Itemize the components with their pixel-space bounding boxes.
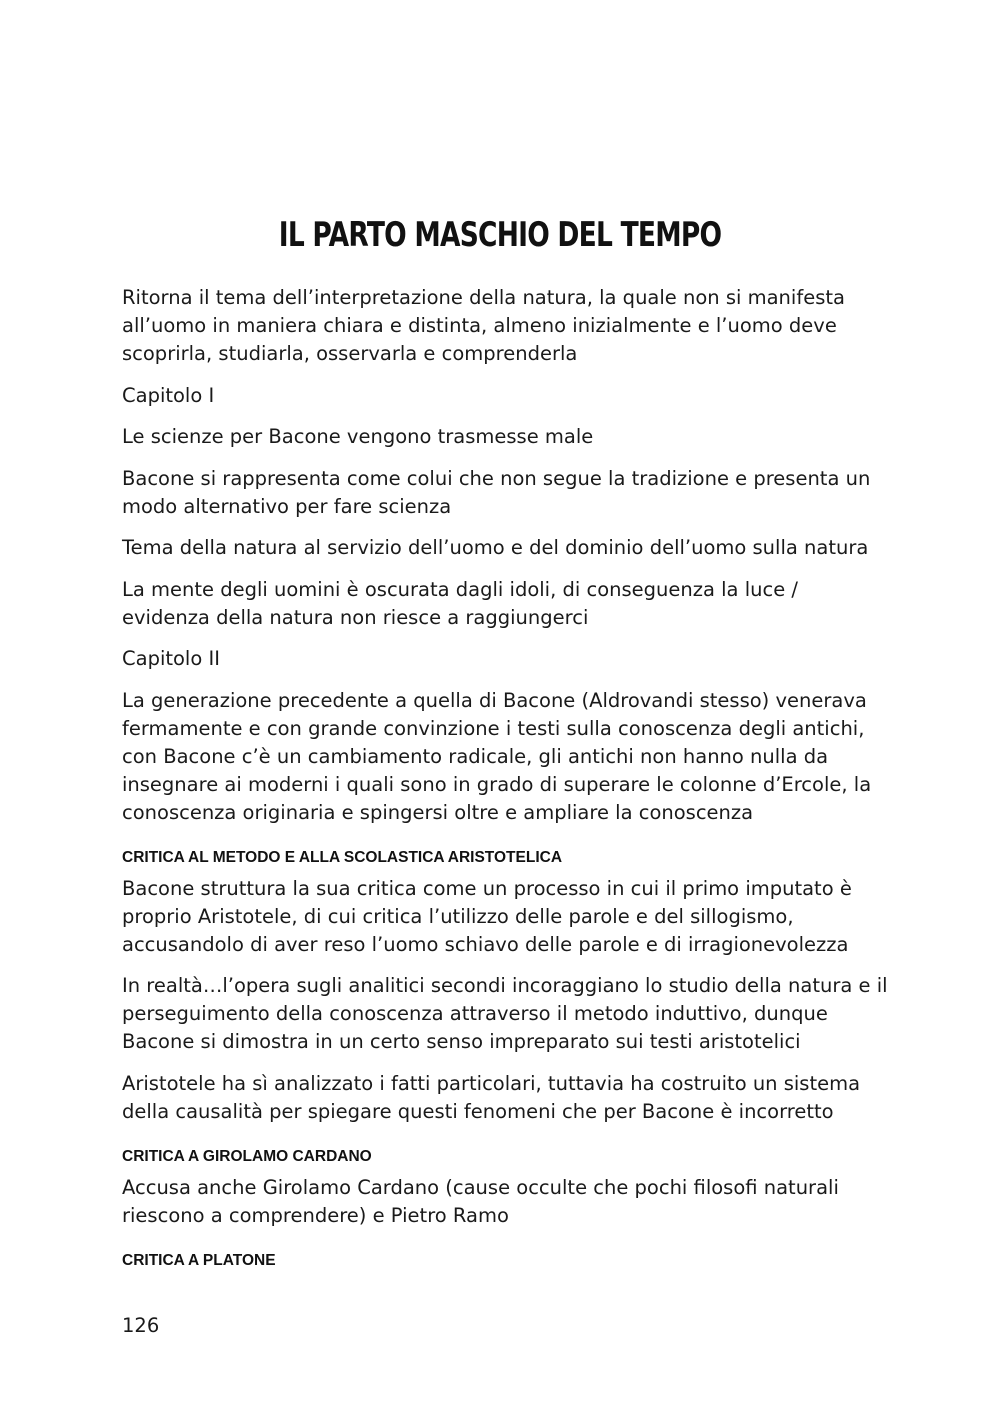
page-title: IL PARTO MASCHIO DEL TEMPO <box>278 215 722 255</box>
section-heading: CRITICA AL METODO E ALLA SCOLASTICA ARISTOTELICA <box>122 848 563 866</box>
paragraph: Accusa anche Girolamo Cardano (cause occulte che pochi filosofi naturali riescono a comprendere) e Pietro Ramo <box>122 1175 839 1227</box>
paragraph: Bacone si rappresenta come colui che non segue la tradizione e presenta un modo alternativo per fare scienza <box>122 466 871 518</box>
paragraph: La generazione precedente a quella di Bacone (Aldrovandi stesso) venerava fermamente e con grande convinzione i testi sulla conoscenza degli antichi, con Bacone c’è un cambiamento radicale, gli antichi non hanno nulla da insegnare ai moderni i quali sono in grado di superare le colonne d’Ercole, la conoscenza originaria e spingersi oltre e ampliare la conoscenza <box>122 688 872 824</box>
paragraph: Tema della natura al servizio dell’uomo e del dominio dell’uomo sulla natura <box>122 536 869 559</box>
paragraph: La mente degli uomini è oscurata dagli idoli, di conseguenza la luce / evidenza della natura non riesce a raggiungerci <box>122 577 798 629</box>
section-heading: CRITICA A GIROLAMO CARDANO <box>122 1147 372 1165</box>
paragraph: Aristotele ha sì analizzato i fatti particolari, tuttavia ha costruito un sistema della causalità per spiegare questi fenomeni che per Bacone è incorretto <box>122 1071 861 1123</box>
paragraph: Le scienze per Bacone vengono trasmesse male <box>122 425 594 448</box>
paragraph: Bacone struttura la sua critica come un processo in cui il primo imputato è proprio Aristotele, di cui critica l’utilizzo delle parole e del sillogismo, accusandolo di aver reso l’uomo schiavo delle parole e di irragionevolezza <box>122 876 852 956</box>
paragraph: Capitolo I <box>122 383 215 407</box>
paragraph: In realtà…l’opera sugli analitici secondi incoraggiano lo studio della natura e il perseguimento della conoscenza attraverso il metodo induttivo, dunque Bacone si dimostra in un certo senso impreparato sui testi aristotelici <box>122 974 888 1053</box>
paragraph: Ritorna il tema dell’interpretazione della natura, la quale non si manifesta all’uomo in maniera chiara e distinta, almeno inizialmente e l’uomo deve scoprirla, studiarla, osservarla e comprenderla <box>122 286 845 365</box>
paragraph: Capitolo II <box>122 647 220 670</box>
section-heading: CRITICA A PLATONE <box>122 1251 276 1269</box>
page-number: 126 <box>122 1314 160 1337</box>
page-content <box>122 284 892 1278</box>
